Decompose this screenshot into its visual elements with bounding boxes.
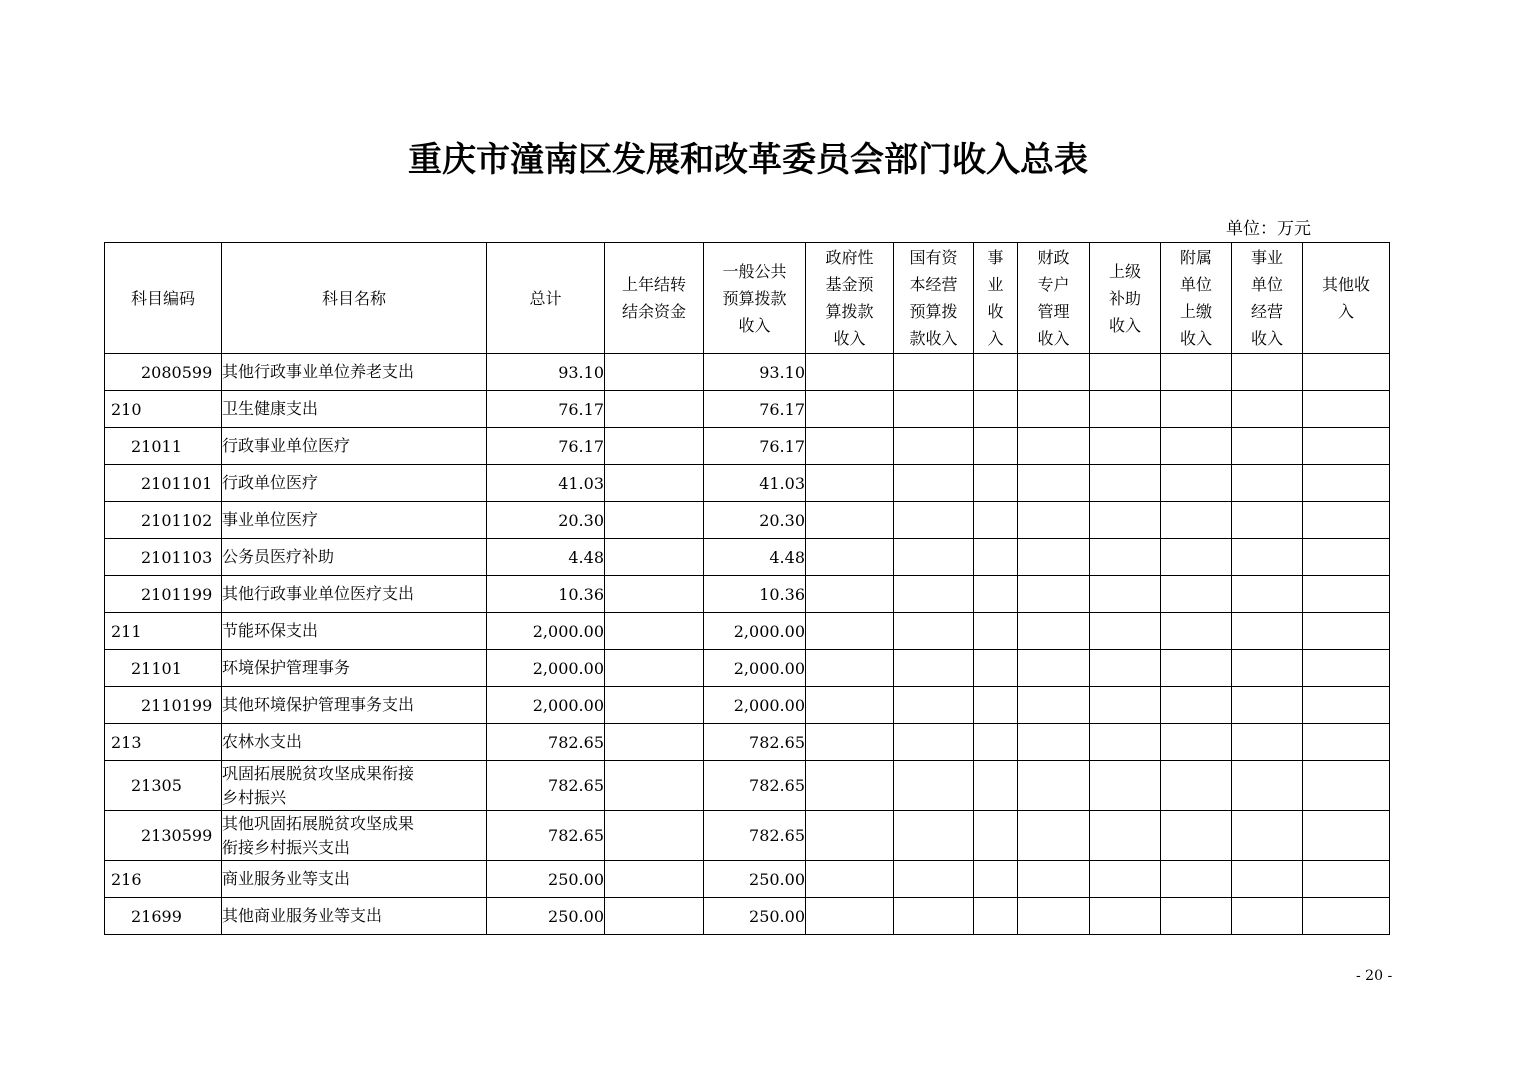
row-empty-cell (806, 428, 894, 465)
row-empty-cell (1232, 687, 1303, 724)
row-empty-cell (1303, 761, 1390, 811)
row-empty-cell (974, 687, 1018, 724)
row-code: 21305 (105, 761, 222, 811)
row-empty-cell (974, 428, 1018, 465)
row-empty-cell (974, 898, 1018, 935)
row-total: 782.65 (487, 811, 605, 861)
row-total: 250.00 (487, 861, 605, 898)
row-empty-cell (894, 861, 974, 898)
row-empty-cell (1090, 502, 1161, 539)
header-special-account: 财政 专户 管理 收入 (1018, 243, 1090, 354)
table-row (105, 576, 1390, 613)
header-affiliate-income: 附属 单位 上缴 收入 (1161, 243, 1232, 354)
row-general-budget: 250.00 (704, 861, 806, 898)
header-gov-fund: 政府性 基金预 算拨款 收入 (806, 243, 894, 354)
row-empty-cell (894, 650, 974, 687)
income-table (104, 242, 1390, 935)
row-empty-cell (1090, 687, 1161, 724)
row-name: 事业单位医疗 (222, 502, 487, 539)
row-name: 卫生健康支出 (222, 391, 487, 428)
row-empty-cell (1018, 761, 1090, 811)
row-empty-cell (1161, 465, 1232, 502)
row-empty-cell (1161, 811, 1232, 861)
row-general-budget: 4.48 (704, 539, 806, 576)
row-empty-cell (806, 861, 894, 898)
row-carryover (605, 650, 704, 687)
row-general-budget: 76.17 (704, 391, 806, 428)
row-empty-cell (1090, 650, 1161, 687)
row-general-budget: 41.03 (704, 465, 806, 502)
header-operating-income: 事业 单位 经营 收入 (1232, 243, 1303, 354)
row-empty-cell (806, 465, 894, 502)
row-empty-cell (1303, 724, 1390, 761)
row-total: 20.30 (487, 502, 605, 539)
row-total: 76.17 (487, 428, 605, 465)
row-carryover (605, 761, 704, 811)
table-row (105, 613, 1390, 650)
row-empty-cell (974, 539, 1018, 576)
row-empty-cell (1161, 898, 1232, 935)
row-empty-cell (1018, 428, 1090, 465)
row-general-budget: 2,000.00 (704, 613, 806, 650)
row-name: 巩固拓展脱贫攻坚成果衔接 乡村振兴 (222, 761, 487, 811)
row-name: 其他商业服务业等支出 (222, 898, 487, 935)
header-total: 总计 (487, 243, 605, 354)
row-empty-cell (806, 391, 894, 428)
row-empty-cell (1018, 539, 1090, 576)
row-empty-cell (1161, 687, 1232, 724)
row-empty-cell (1090, 391, 1161, 428)
row-empty-cell (974, 465, 1018, 502)
row-empty-cell (1303, 576, 1390, 613)
table-row (105, 811, 1390, 861)
row-code: 2101103 (105, 539, 222, 576)
table-row (105, 539, 1390, 576)
row-code: 210 (105, 391, 222, 428)
row-empty-cell (1161, 354, 1232, 391)
row-total: 93.10 (487, 354, 605, 391)
row-empty-cell (974, 613, 1018, 650)
row-empty-cell (1303, 354, 1390, 391)
row-name: 其他行政事业单位医疗支出 (222, 576, 487, 613)
row-empty-cell (1018, 391, 1090, 428)
row-empty-cell (1018, 687, 1090, 724)
header-other-income: 其他收 入 (1303, 243, 1390, 354)
table-row (105, 391, 1390, 428)
table-row (105, 898, 1390, 935)
row-empty-cell (806, 724, 894, 761)
row-general-budget: 250.00 (704, 898, 806, 935)
row-carryover (605, 576, 704, 613)
row-general-budget: 2,000.00 (704, 687, 806, 724)
row-carryover (605, 391, 704, 428)
row-carryover (605, 811, 704, 861)
row-carryover (605, 428, 704, 465)
row-code: 2080599 (105, 354, 222, 391)
row-empty-cell (1232, 811, 1303, 861)
row-empty-cell (1232, 898, 1303, 935)
row-empty-cell (974, 811, 1018, 861)
row-empty-cell (1232, 354, 1303, 391)
row-empty-cell (806, 687, 894, 724)
row-empty-cell (1303, 502, 1390, 539)
row-empty-cell (894, 613, 974, 650)
row-empty-cell (974, 861, 1018, 898)
row-empty-cell (806, 502, 894, 539)
row-empty-cell (1161, 861, 1232, 898)
row-total: 782.65 (487, 724, 605, 761)
row-carryover (605, 898, 704, 935)
row-empty-cell (1232, 613, 1303, 650)
row-empty-cell (1090, 539, 1161, 576)
row-code: 2101199 (105, 576, 222, 613)
row-empty-cell (806, 898, 894, 935)
row-empty-cell (806, 650, 894, 687)
row-empty-cell (1018, 613, 1090, 650)
row-empty-cell (1090, 724, 1161, 761)
row-empty-cell (974, 761, 1018, 811)
row-empty-cell (894, 465, 974, 502)
row-empty-cell (1161, 650, 1232, 687)
row-carryover (605, 354, 704, 391)
row-general-budget: 10.36 (704, 576, 806, 613)
row-carryover (605, 724, 704, 761)
row-empty-cell (1018, 898, 1090, 935)
row-empty-cell (1303, 539, 1390, 576)
table-row (105, 724, 1390, 761)
row-empty-cell (1090, 898, 1161, 935)
row-empty-cell (1303, 898, 1390, 935)
row-code: 2101101 (105, 465, 222, 502)
row-empty-cell (1018, 650, 1090, 687)
row-total: 2,000.00 (487, 687, 605, 724)
row-general-budget: 782.65 (704, 761, 806, 811)
row-empty-cell (1232, 428, 1303, 465)
row-empty-cell (894, 811, 974, 861)
row-empty-cell (1232, 761, 1303, 811)
row-empty-cell (894, 539, 974, 576)
row-total: 782.65 (487, 761, 605, 811)
page-title: 重庆市潼南区发展和改革委员会部门收入总表 (408, 140, 1088, 180)
row-empty-cell (1232, 391, 1303, 428)
row-empty-cell (806, 354, 894, 391)
row-code: 213 (105, 724, 222, 761)
row-empty-cell (1303, 428, 1390, 465)
row-code: 216 (105, 861, 222, 898)
row-total: 2,000.00 (487, 613, 605, 650)
row-empty-cell (1232, 861, 1303, 898)
row-name: 农林水支出 (222, 724, 487, 761)
row-empty-cell (894, 391, 974, 428)
row-empty-cell (1161, 539, 1232, 576)
row-total: 76.17 (487, 391, 605, 428)
row-name: 其他环境保护管理事务支出 (222, 687, 487, 724)
row-empty-cell (894, 354, 974, 391)
row-empty-cell (894, 687, 974, 724)
row-empty-cell (1018, 724, 1090, 761)
row-empty-cell (1161, 761, 1232, 811)
row-empty-cell (894, 761, 974, 811)
row-empty-cell (894, 502, 974, 539)
row-code: 2110199 (105, 687, 222, 724)
row-empty-cell (974, 650, 1018, 687)
row-empty-cell (1090, 861, 1161, 898)
row-code: 21101 (105, 650, 222, 687)
table-row (105, 861, 1390, 898)
row-carryover (605, 861, 704, 898)
header-name: 科目名称 (222, 243, 487, 354)
row-empty-cell (974, 724, 1018, 761)
row-total: 41.03 (487, 465, 605, 502)
row-empty-cell (1161, 613, 1232, 650)
header-state-capital: 国有资 本经营 预算拨 款收入 (894, 243, 974, 354)
header-carryover: 上年结转 结余资金 (605, 243, 704, 354)
row-empty-cell (1232, 724, 1303, 761)
row-empty-cell (1303, 391, 1390, 428)
row-general-budget: 20.30 (704, 502, 806, 539)
row-empty-cell (1090, 576, 1161, 613)
row-empty-cell (1161, 576, 1232, 613)
row-name: 其他行政事业单位养老支出 (222, 354, 487, 391)
row-empty-cell (974, 502, 1018, 539)
row-empty-cell (894, 576, 974, 613)
row-empty-cell (806, 613, 894, 650)
row-carryover (605, 539, 704, 576)
row-empty-cell (1303, 811, 1390, 861)
row-general-budget: 93.10 (704, 354, 806, 391)
row-empty-cell (1018, 811, 1090, 861)
header-code: 科目编码 (105, 243, 222, 354)
table-row (105, 354, 1390, 391)
row-empty-cell (1232, 650, 1303, 687)
row-empty-cell (1303, 650, 1390, 687)
row-empty-cell (1090, 465, 1161, 502)
row-empty-cell (1303, 861, 1390, 898)
row-carryover (605, 502, 704, 539)
row-empty-cell (1303, 613, 1390, 650)
row-total: 2,000.00 (487, 650, 605, 687)
row-empty-cell (974, 391, 1018, 428)
row-name: 行政事业单位医疗 (222, 428, 487, 465)
row-carryover (605, 465, 704, 502)
row-empty-cell (1303, 687, 1390, 724)
row-name: 公务员医疗补助 (222, 539, 487, 576)
table-row (105, 650, 1390, 687)
row-empty-cell (1232, 465, 1303, 502)
row-name: 商业服务业等支出 (222, 861, 487, 898)
row-general-budget: 2,000.00 (704, 650, 806, 687)
row-code: 21011 (105, 428, 222, 465)
row-carryover (605, 687, 704, 724)
row-empty-cell (1161, 724, 1232, 761)
row-total: 4.48 (487, 539, 605, 576)
row-empty-cell (1018, 354, 1090, 391)
row-empty-cell (1018, 502, 1090, 539)
row-empty-cell (894, 428, 974, 465)
row-code: 2130599 (105, 811, 222, 861)
row-empty-cell (974, 576, 1018, 613)
row-empty-cell (1303, 465, 1390, 502)
row-empty-cell (1161, 428, 1232, 465)
row-empty-cell (1090, 811, 1161, 861)
row-total: 250.00 (487, 898, 605, 935)
row-name: 环境保护管理事务 (222, 650, 487, 687)
row-empty-cell (806, 761, 894, 811)
row-general-budget: 782.65 (704, 811, 806, 861)
header-business-income: 事 业 收 入 (974, 243, 1018, 354)
row-empty-cell (806, 539, 894, 576)
row-code: 21699 (105, 898, 222, 935)
row-code: 211 (105, 613, 222, 650)
row-empty-cell (1090, 761, 1161, 811)
row-empty-cell (1090, 428, 1161, 465)
row-empty-cell (1161, 502, 1232, 539)
row-empty-cell (894, 724, 974, 761)
table-row (105, 687, 1390, 724)
row-name: 节能环保支出 (222, 613, 487, 650)
row-empty-cell (1090, 354, 1161, 391)
row-empty-cell (1018, 465, 1090, 502)
row-empty-cell (1232, 539, 1303, 576)
row-empty-cell (1232, 576, 1303, 613)
row-empty-cell (1161, 391, 1232, 428)
row-general-budget: 782.65 (704, 724, 806, 761)
row-empty-cell (806, 576, 894, 613)
row-empty-cell (1090, 613, 1161, 650)
table-row (105, 428, 1390, 465)
table-row (105, 502, 1390, 539)
table-row (105, 465, 1390, 502)
row-name: 其他巩固拓展脱贫攻坚成果 衔接乡村振兴支出 (222, 811, 487, 861)
row-empty-cell (894, 898, 974, 935)
row-name: 行政单位医疗 (222, 465, 487, 502)
row-total: 10.36 (487, 576, 605, 613)
row-empty-cell (1018, 861, 1090, 898)
page-number: - 20 - (1356, 968, 1393, 984)
row-code: 2101102 (105, 502, 222, 539)
row-empty-cell (1232, 502, 1303, 539)
row-empty-cell (1018, 576, 1090, 613)
table-header-row (105, 243, 1390, 354)
row-empty-cell (974, 354, 1018, 391)
table-row (105, 761, 1390, 811)
row-general-budget: 76.17 (704, 428, 806, 465)
header-general-budget: 一般公共 预算拨款 收入 (704, 243, 806, 354)
row-empty-cell (806, 811, 894, 861)
row-carryover (605, 613, 704, 650)
header-superior-subsidy: 上级 补助 收入 (1090, 243, 1161, 354)
table-body (105, 354, 1390, 935)
unit-label: 单位：万元 (1226, 219, 1311, 239)
